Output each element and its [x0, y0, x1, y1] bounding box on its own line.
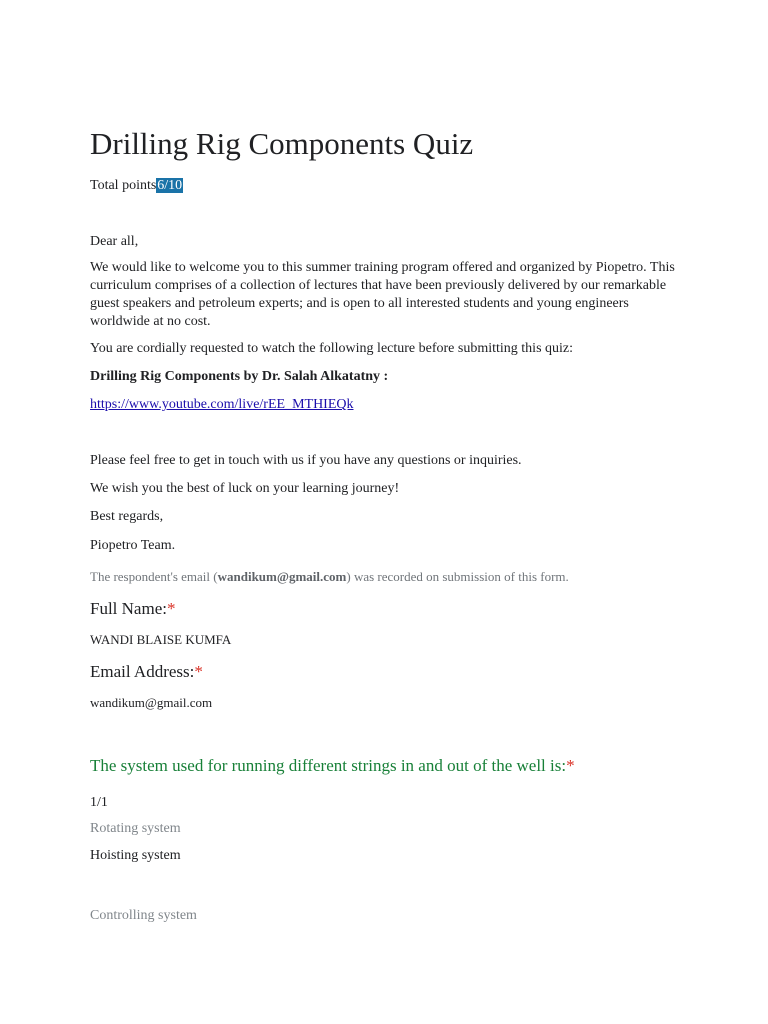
- full-name-label-text: Full Name:: [90, 599, 167, 618]
- question-1-label: The system used for running different strings in and out of the well is:: [90, 756, 567, 775]
- full-name-label: [90, 598, 175, 620]
- option-rotating-system[interactable]: Rotating system: [90, 821, 181, 836]
- email-note-post: ) was recorded on submission of this form.: [346, 569, 569, 584]
- contact-text: Please feel free to get in touch with us if you have any questions or inquiries.: [90, 453, 522, 468]
- full-name-value: WANDI BLAISE KUMFA: [90, 632, 232, 647]
- required-mark: *: [566, 756, 575, 775]
- intro-paragraph: We would like to welcome you to this summer training program offered and organized by Piopetro. This curriculum comprises of a collection of lectures that have been previously delivered by our remarkable guest speakers and petroleum experts; and is open to all interested students and young engineers worldwide at no cost.: [90, 260, 675, 329]
- email-value: wandikum@gmail.com: [90, 695, 213, 710]
- option-controlling-system[interactable]: Controlling system: [90, 908, 197, 923]
- lecture-title: Drilling Rig Components by Dr. Salah Alkatatny :: [90, 369, 389, 384]
- request-text: You are cordially requested to watch the following lecture before submitting this quiz:: [90, 341, 574, 356]
- lecture-link[interactable]: https://www.youtube.com/live/rEE_MTHIEQk: [90, 397, 354, 412]
- respondent-email-note: [90, 568, 569, 586]
- required-mark: *: [194, 662, 203, 681]
- regards-text: Best regards,: [90, 509, 164, 524]
- signature-text: Piopetro Team.: [90, 538, 176, 553]
- greeting: Dear all,: [90, 234, 139, 249]
- wish-text: We wish you the best of luck on your learning journey!: [90, 481, 400, 496]
- total-points-label: Total points: [90, 178, 157, 193]
- total-points-score: 6/10: [157, 178, 183, 193]
- email-note-email: wandikum@gmail.com: [217, 569, 347, 584]
- email-label-text: Email Address:: [90, 662, 195, 681]
- email-label: [90, 661, 203, 683]
- question-1-text: [90, 755, 575, 777]
- total-points: [90, 177, 183, 195]
- email-note-pre: The respondent's email (: [90, 569, 218, 584]
- required-mark: *: [166, 599, 176, 618]
- option-hoisting-system[interactable]: Hoisting system: [90, 848, 181, 863]
- question-1-score: 1/1: [90, 795, 108, 810]
- form-title: Drilling Rig Components Quiz: [90, 126, 474, 161]
